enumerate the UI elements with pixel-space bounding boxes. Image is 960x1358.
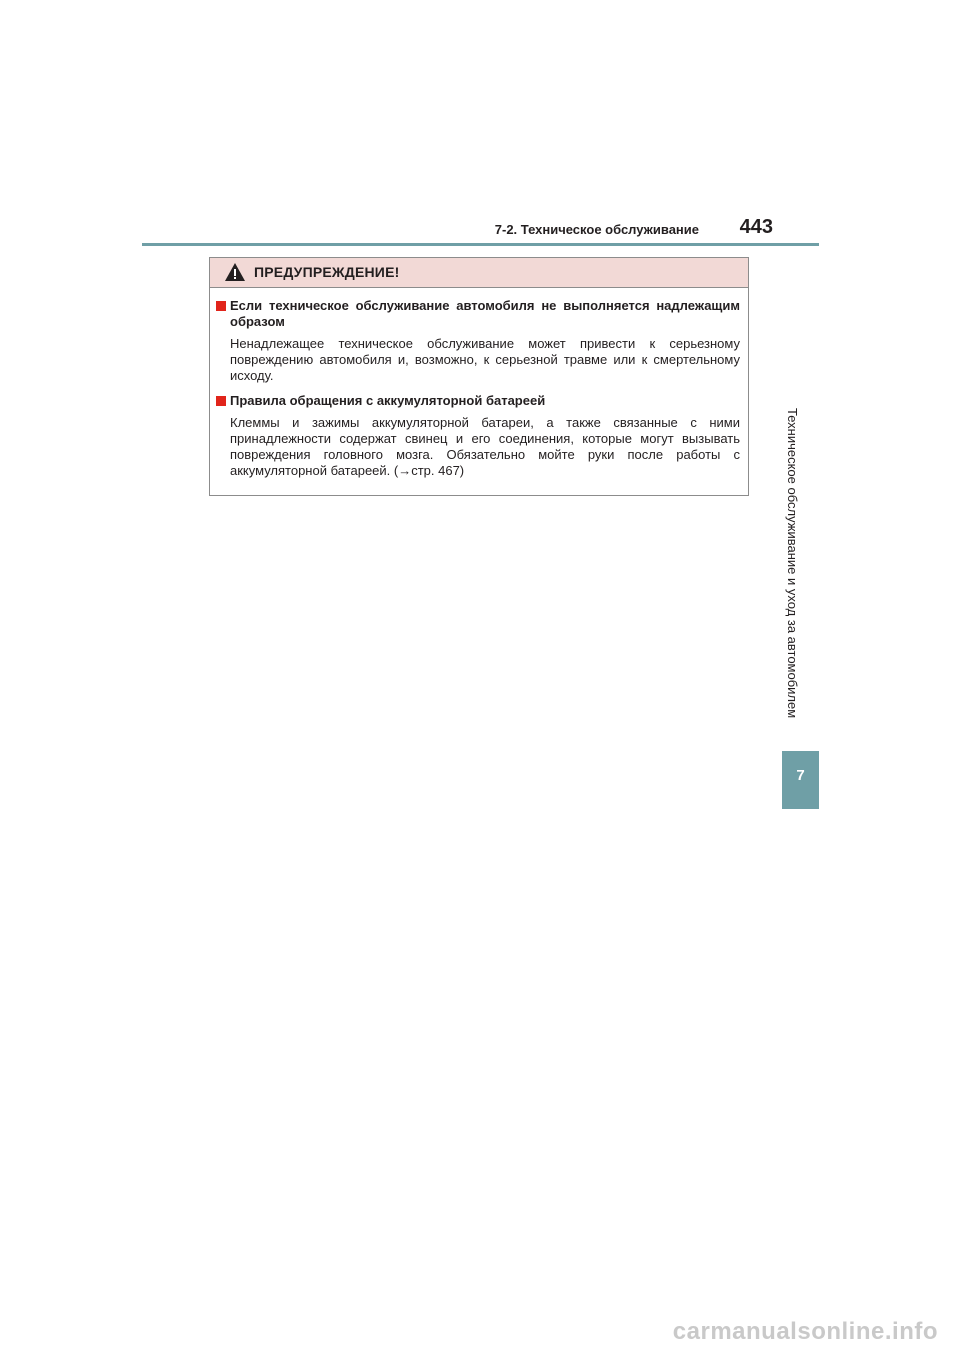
warning-body [210,288,748,479]
warning-item [216,393,740,479]
warning-item-title: Если техническое обслуживание автомобиля не выполняется надлежащим образом [230,298,740,329]
watermark: carmanualsonline.info [672,1318,938,1345]
chapter-sidebar [780,408,810,748]
warning-title: ПРЕДУПРЕЖДЕНИЕ! [254,264,400,280]
warning-item-text: Ненадлежащее техническое обслуживание может привести к серьезному повреждению автомобиля и, возможно, к серьезной травме или к смертельному исходу. [230,336,740,383]
warning-header [210,258,748,288]
header-rule [142,243,819,246]
warning-triangle-icon [224,262,246,282]
section-title: 7-2. Техническое обслуживание [494,222,699,237]
warning-box [209,257,749,496]
red-square-bullet-icon [216,396,226,406]
warning-item-title: Правила обращения с аккумуляторной батареей [230,393,546,408]
warning-item-text: Клеммы и зажимы аккумуляторной батареи, а также связанные с ними принадлежности содержат свинец и его соединения, которые могут вызывать повреждения головного мозга. Обязательно мойте руки после работы с аккумуляторной батареей. (→стр. 467) [230,415,740,478]
chapter-number: 7 [796,767,805,784]
page-number: 443 [739,216,773,238]
chapter-title: Техническое обслуживание и уход за автомобилем [785,408,800,719]
warning-item [216,298,740,384]
red-square-bullet-icon [216,301,226,311]
page-header [142,212,819,246]
chapter-tab [782,751,819,809]
